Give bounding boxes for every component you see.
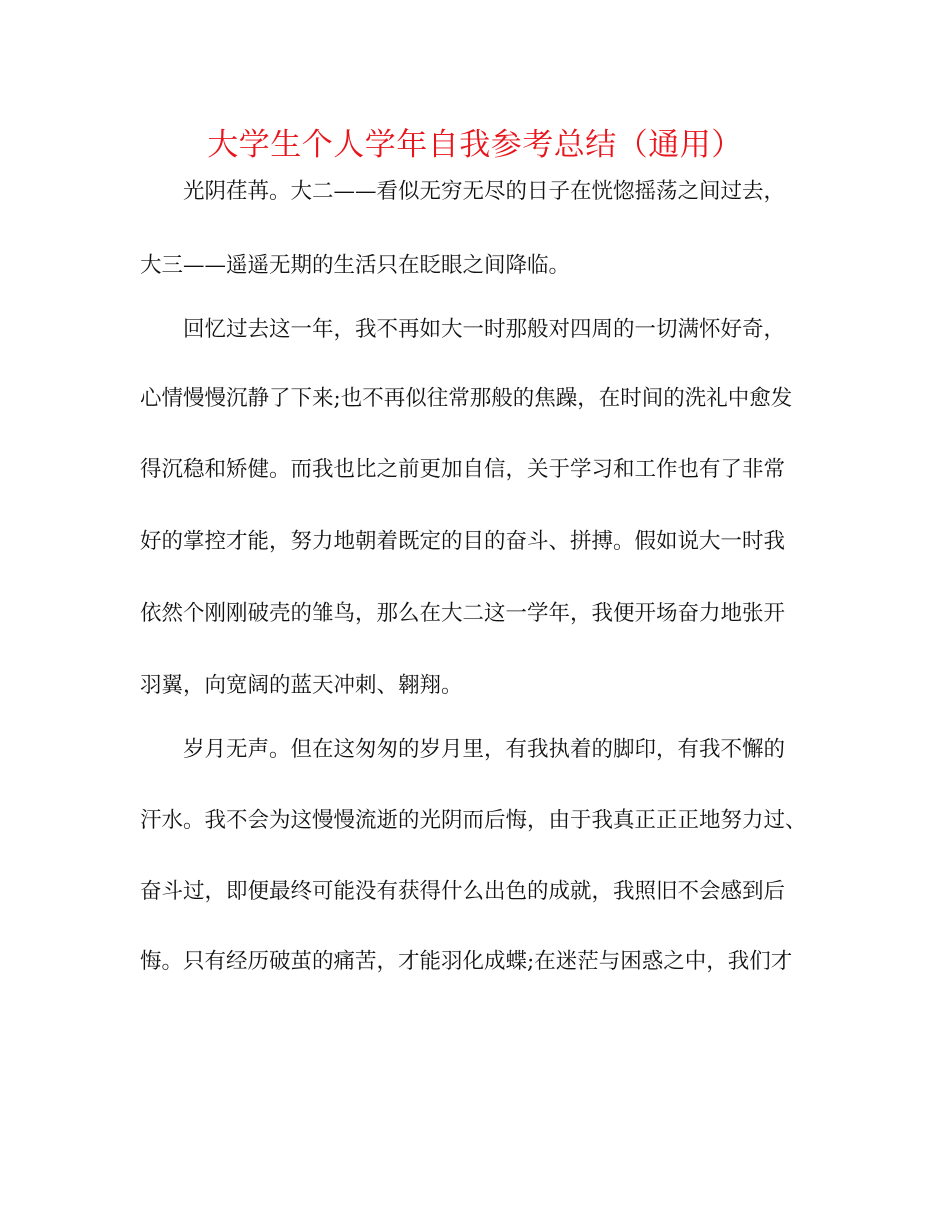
paragraph-line: 羽翼，向宽阔的蓝天冲刺、翱翔。: [140, 673, 463, 698]
paragraph-line: 依然个刚刚破壳的雏鸟，那么在大二这一学年，我便开场奋力地张开: [140, 601, 786, 626]
paragraph-line: 奋斗过，即便最终可能没有获得什么出色的成就，我照旧不会感到后: [140, 879, 786, 904]
paragraph-line: 大三——遥遥无期的生活只在眨眼之间降临。: [140, 253, 571, 278]
paragraph-line: 好的掌控才能，努力地朝着既定的目的奋斗、拼搏。假如说大一时我: [140, 529, 786, 554]
paragraph-line: 回忆过去这一年，我不再如大一时那般对四周的一切满怀好奇，: [183, 317, 786, 342]
paragraph-line: 得沉稳和矫健。而我也比之前更加自信，关于学习和工作也有了非常: [140, 457, 786, 482]
paragraph-line: 光阴荏苒。大二——看似无穷无尽的日子在恍惚摇荡之间过去，: [183, 179, 786, 204]
paragraph-line: 心情慢慢沉静了下来;也不再似往常那般的焦躁，在时间的洗礼中愈发: [140, 386, 793, 411]
paragraph-line: 悔。只有经历破茧的痛苦，才能羽化成蝶;在迷茫与困惑之中，我们才: [140, 949, 793, 974]
paragraph-line: 岁月无声。但在这匆匆的岁月里，有我执着的脚印，有我不懈的: [183, 737, 786, 762]
document-title: 大学生个人学年自我参考总结（通用）: [207, 127, 743, 163]
paragraph-line: 汗水。我不会为这慢慢流逝的光阴而后悔，由于我真正正正地努力过、: [140, 808, 807, 833]
